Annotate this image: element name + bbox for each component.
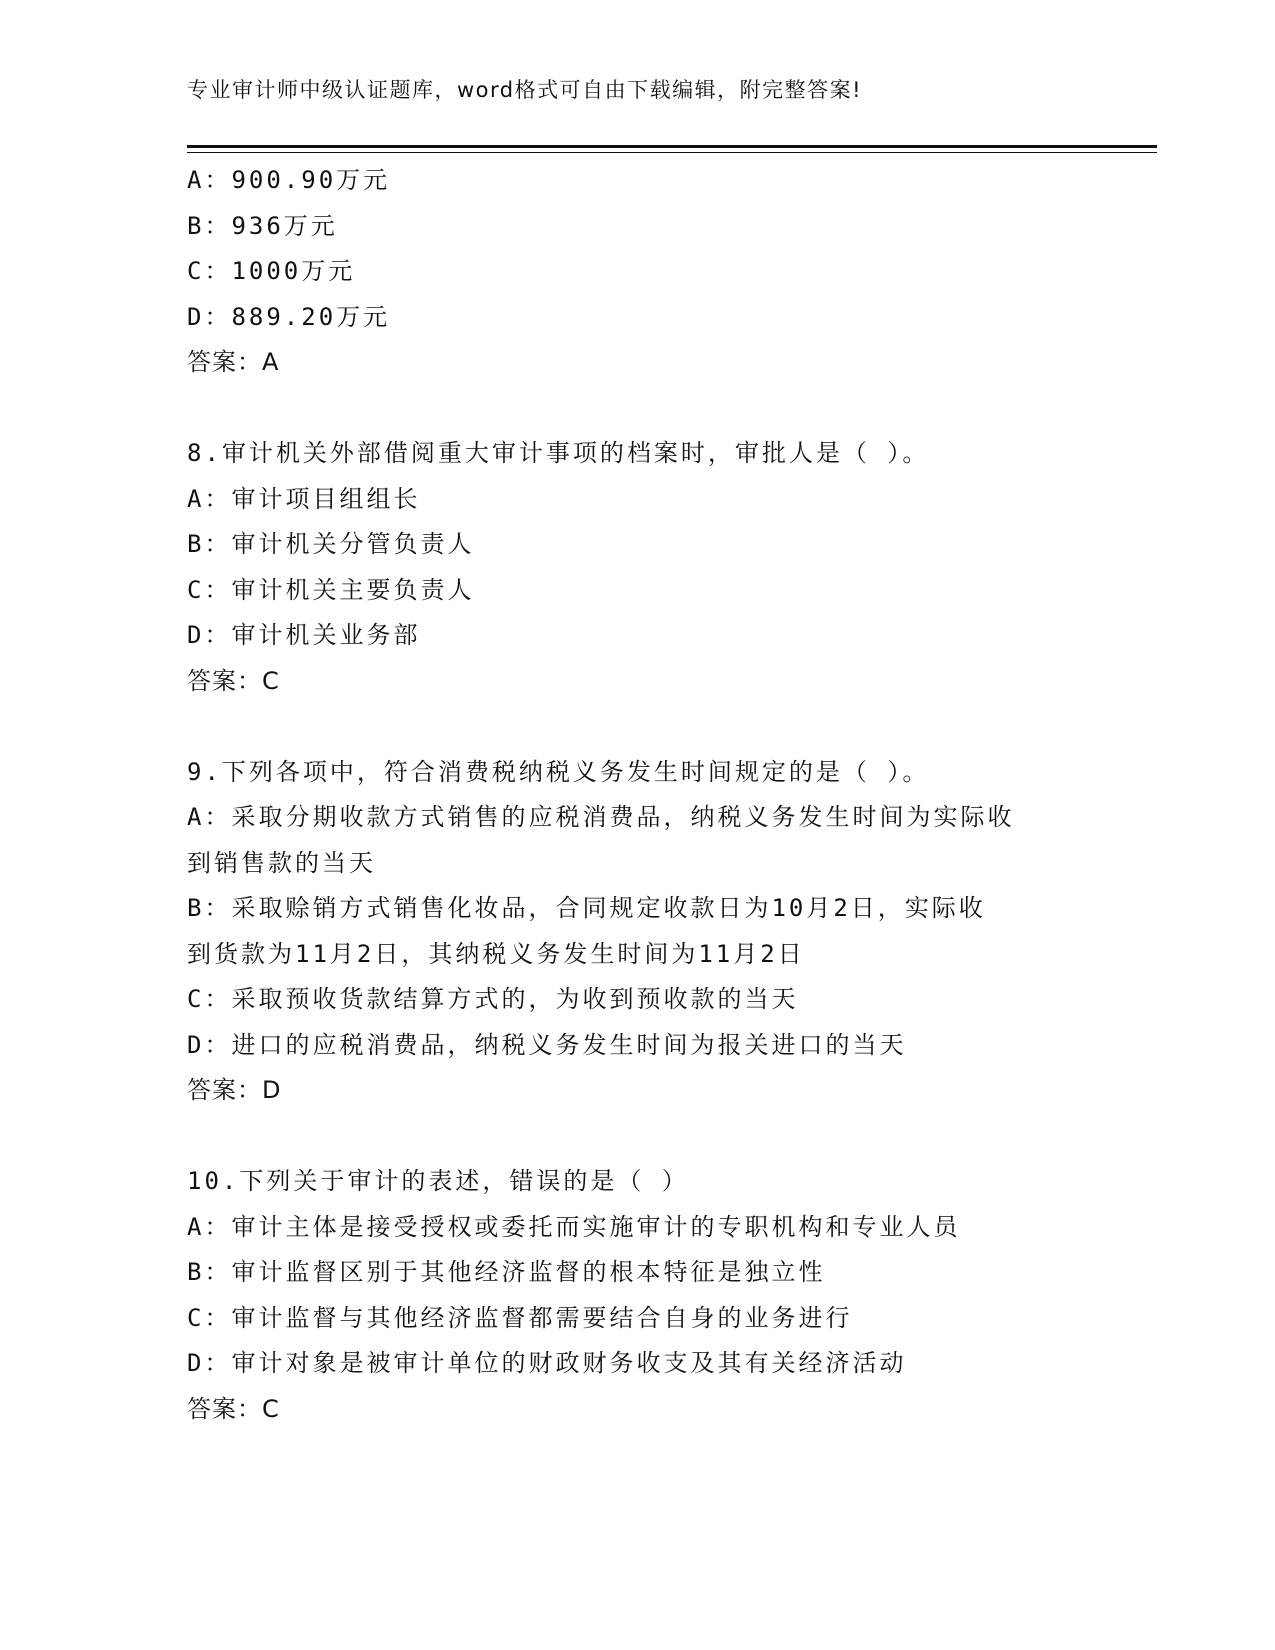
- option-b: B：审计监督区别于其他经济监督的根本特征是独立性: [187, 1258, 826, 1286]
- option-d: D：进口的应税消费品，纳税义务发生时间为报关进口的当天: [187, 1030, 907, 1059]
- option-a: A：900.90万元: [187, 166, 391, 194]
- answer: 答案：C: [187, 666, 280, 695]
- option-c: C：审计监督与其他经济监督都需要结合自身的业务进行: [187, 1303, 853, 1332]
- question-list: [187, 158, 1087, 1432]
- question-block-7: [187, 158, 1087, 386]
- question-block-8: [187, 431, 1087, 704]
- question-text: 8.审计机关外部借阅重大审计事项的档案时，审批人是（ ）。: [187, 439, 930, 467]
- option-d: D：889.20万元: [187, 302, 391, 331]
- option-c: C：1000万元: [187, 257, 356, 285]
- option-a: A：审计项目组组长: [187, 484, 421, 513]
- header-rule-thick: [187, 145, 1157, 148]
- question-text: 10.下列关于审计的表述，错误的是（ ）: [187, 1167, 689, 1195]
- spacer: [187, 1114, 1087, 1160]
- option-d: D：审计机关业务部: [187, 621, 421, 649]
- option-a-line2: 到销售款的当天: [187, 848, 376, 877]
- option-a: A：审计主体是接受授权或委托而实施审计的专职机构和专业人员: [187, 1212, 961, 1241]
- page-header: 专业审计师中级认证题库，word格式可自由下载编辑，附完整答案!: [187, 78, 863, 102]
- option-b: B：审计机关分管负责人: [187, 530, 475, 558]
- answer: 答案：A: [187, 348, 280, 376]
- option-b-line2: 到货款为11月2日，其纳税义务发生时间为11月2日: [187, 939, 805, 968]
- option-b: B：936万元: [187, 211, 338, 240]
- answer: 答案：D: [187, 1076, 282, 1104]
- spacer: [187, 386, 1087, 432]
- option-c: C：审计机关主要负责人: [187, 575, 475, 604]
- answer: 答案：C: [187, 1394, 280, 1423]
- question-text: 9.下列各项中，符合消费税纳税义务发生时间规定的是（ ）。: [187, 757, 930, 786]
- question-block-10: [187, 1159, 1087, 1432]
- option-b-line1: B：采取赊销方式销售化妆品，合同规定收款日为10月2日，实际收: [187, 894, 986, 922]
- option-c: C：采取预收货款结算方式的，为收到预收款的当天: [187, 985, 799, 1013]
- option-d: D：审计对象是被审计单位的财政财务收支及其有关经济活动: [187, 1349, 907, 1377]
- header-rule-thin: [187, 152, 1157, 153]
- spacer: [187, 704, 1087, 750]
- question-block-9: [187, 750, 1087, 1114]
- option-a-line1: A：采取分期收款方式销售的应税消费品，纳税义务发生时间为实际收: [187, 803, 1015, 831]
